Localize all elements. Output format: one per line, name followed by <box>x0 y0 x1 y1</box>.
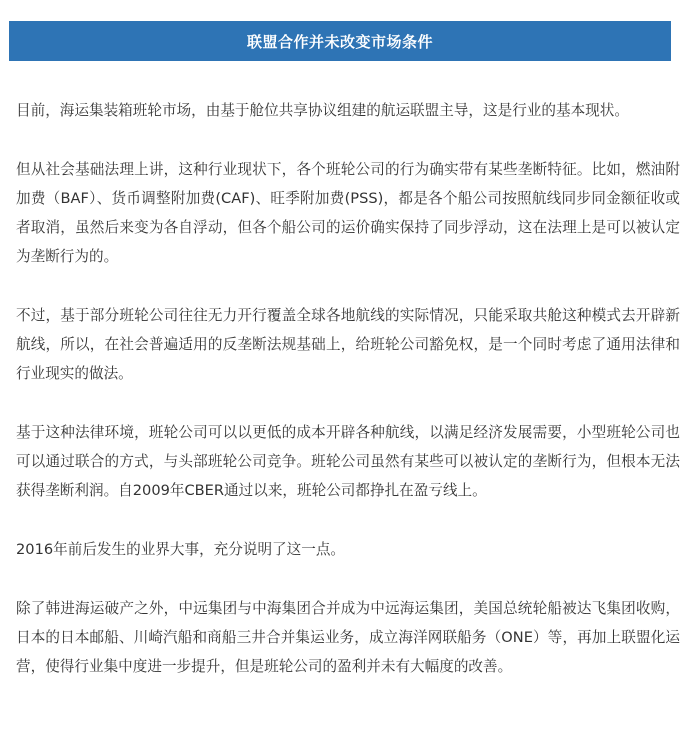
paragraph-1: 目前，海运集装箱班轮市场，由基于舱位共享协议组建的航运联盟主导，这是行业的基本现状。 <box>16 102 629 119</box>
paragraph-4: 基于这种法律环境，班轮公司可以以更低的成本开辟各种航线，以满足经济发展需要，小型班轮公司也可以通过联合的方式，与头部班轮公司竞争。班轮公司虽然有某些可以被认定的垄断行为，但根本无法获得垄断利润。自2009年CBER通过以来，班轮公司都挣扎在盈亏线上。 <box>16 424 680 499</box>
section-title: 联盟合作并未改变市场条件 <box>246 32 433 51</box>
paragraph-3: 不过，基于部分班轮公司往往无力开行覆盖全球各地航线的实际情况，只能采取共舱这种模式去开辟新航线，所以，在社会普遍适用的反垄断法规基础上，给班轮公司豁免权，是一个同时考虑了通用法律和行业现实的做法。 <box>16 307 680 382</box>
paragraph-6: 除了韩进海运破产之外，中远集团与中海集团合并成为中远海运集团，美国总统轮船被达飞集团收购，日本的日本邮船、川崎汽船和商船三井合并集运业务，成立海洋网联船务（ONE）等，再加上联盟化运营，使得行业集中度进一步提升，但是班轮公司的盈利并未有大幅度的改善。 <box>16 600 680 675</box>
paragraph-2: 但从社会基础法理上讲，这种行业现状下，各个班轮公司的行为确实带有某些垄断特征。比如，燃油附加费（BAF）、货币调整附加费(CAF)、旺季附加费(PSS)，都是各个船公司按照航线同步同金额征收或者取消，虽然后来变为各自浮动，但各个船公司的运价确实保持了同步浮动，这在法理上是可以被认定为垄断行为的。 <box>16 161 680 265</box>
article-body <box>16 96 680 711</box>
section-title-bar <box>9 21 671 61</box>
paragraph-5: 2016年前后发生的业界大事，充分说明了这一点。 <box>16 541 346 558</box>
